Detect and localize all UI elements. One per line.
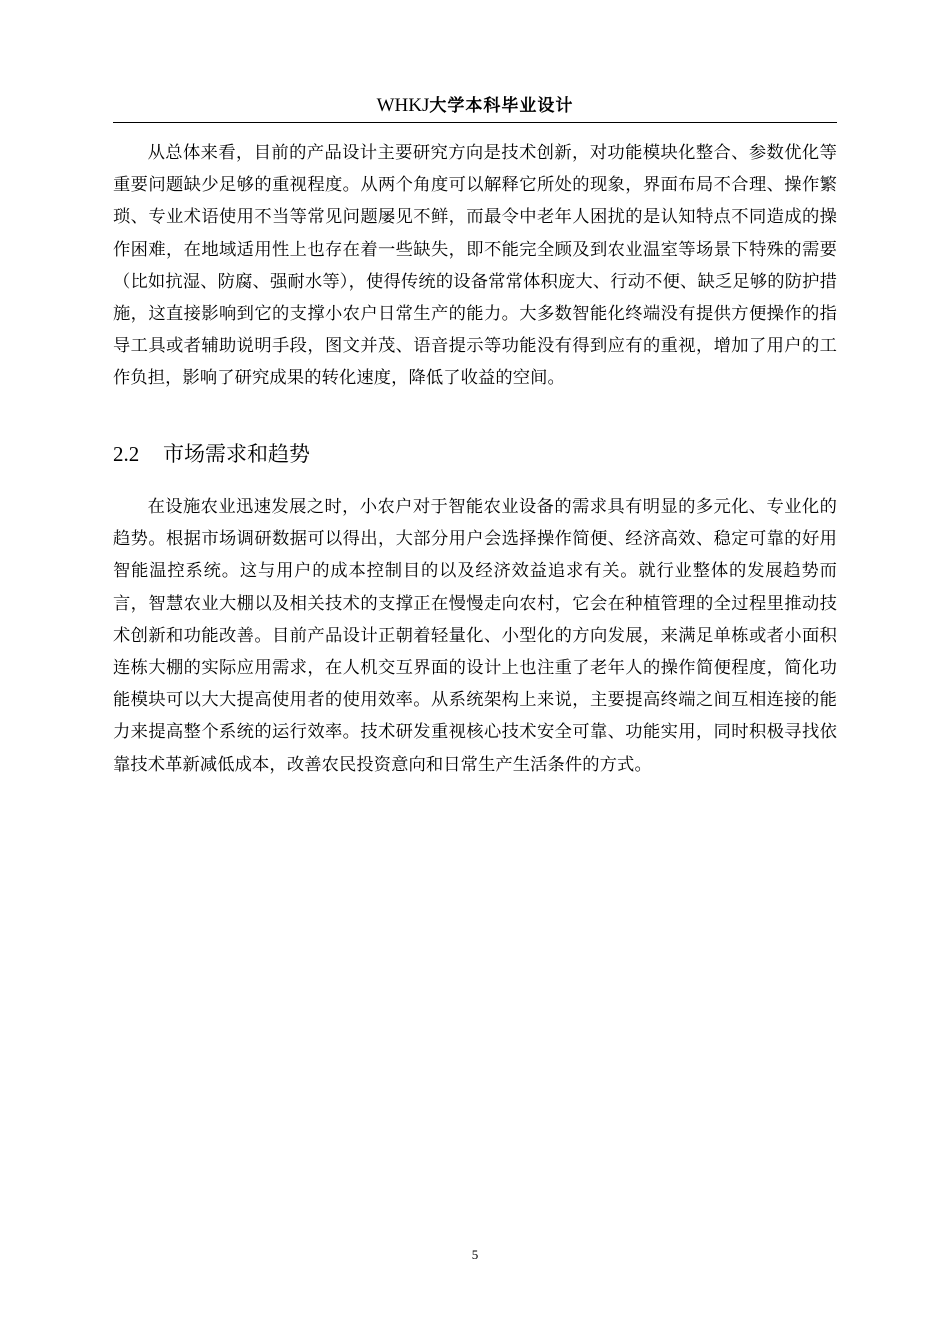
header-title: 大学本科毕业设计: [429, 96, 574, 116]
running-header: [0, 94, 950, 118]
body-paragraph: 在设施农业迅速发展之时，小农户对于智能农业设备的需求具有明显的多元化、专业化的趋势。根据市场调研数据可以得出，大部分用户会选择操作简便、经济高效、稳定可靠的好用智能温控系统。这与用户的成本控制目的以及经济效益追求有关。就行业整体的发展趋势而言，智慧农业大棚以及相关技术的支撑正在慢慢走向农村，它会在种植管理的全过程里推动技术创新和功能改善。目前产品设计正朝着轻量化、小型化的方向发展，来满足单栋或者小面积连栋大棚的实际应用需求，在人机交互界面的设计上也注重了老年人的操作简便程度，简化功能模块可以大大提高使用者的使用效率。从系统架构上来说，主要提高终端之间互相连接的能力来提高整个系统的运行效率。技术研发重视核心技术安全可靠、功能实用，同时积极寻找依靠技术革新减低成本，改善农民投资意向和日常生产生活条件的方式。: [113, 497, 837, 775]
section-number: 2.2: [113, 442, 140, 466]
header-divider: [113, 122, 837, 123]
section-heading: [113, 438, 837, 470]
body-paragraph: 从总体来看，目前的产品设计主要研究方向是技术创新，对功能模块化整合、参数优化等重要问题缺少足够的重视程度。从两个角度可以解释它所处的现象，界面布局不合理、操作繁琐、专业术语使用不当等常见问题屡见不鲜，而最令中老年人困扰的是认知特点不同造成的操作困难，在地域适用性上也存在着一些缺失，即不能完全顾及到农业温室等场景下特殊的需要（比如抗湿、防腐、强耐水等），使得传统的设备常常体积庞大、行动不便、缺乏足够的防护措施，这直接影响到它的支撑小农户日常生产的能力。大多数智能化终端没有提供方便操作的指导工具或者辅助说明手段，图文并茂、语音提示等功能没有得到应有的重视，增加了用户的工作负担，影响了研究成果的转化速度，降低了收益的空间。: [113, 143, 837, 389]
header-prefix: WHKJ: [376, 95, 430, 116]
section-title: 市场需求和趋势: [163, 442, 310, 466]
page-number: 5: [471, 1247, 479, 1262]
